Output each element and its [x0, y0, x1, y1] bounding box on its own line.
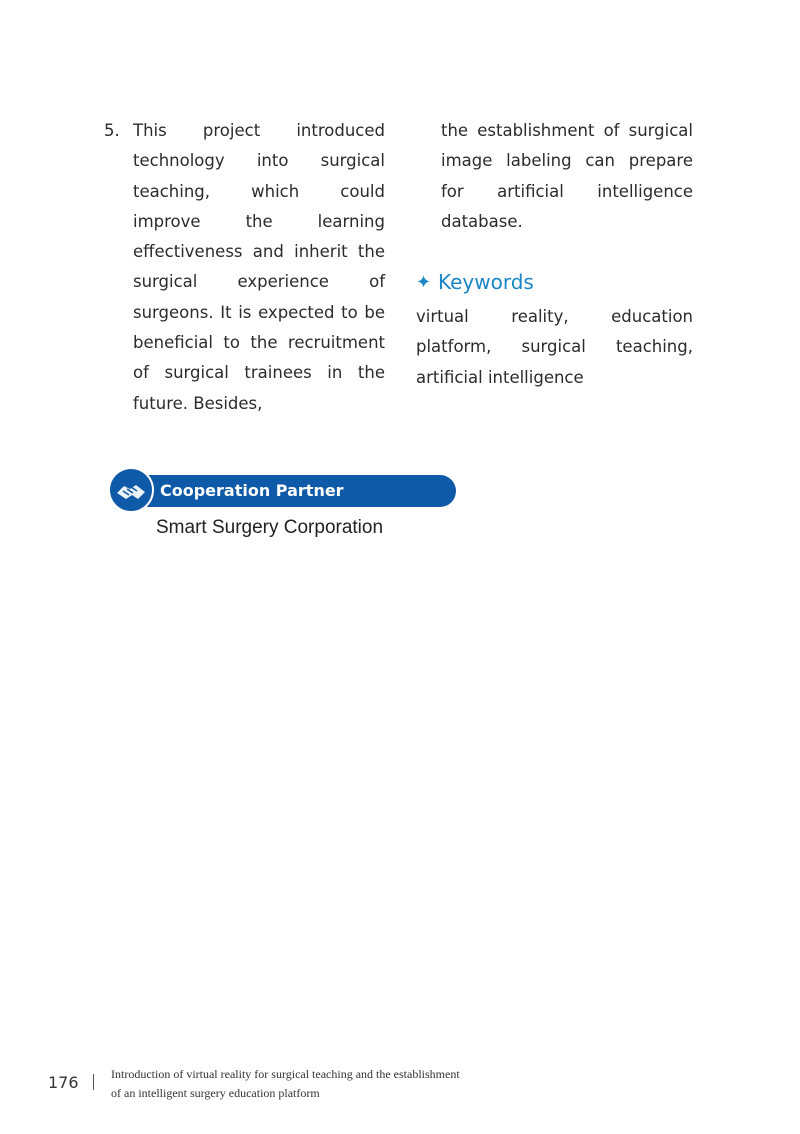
page-number: 176	[48, 1073, 79, 1092]
partner-name: Smart Surgery Corporation	[156, 517, 384, 538]
cooperation-partner-section	[108, 467, 408, 547]
list-item-5	[104, 116, 385, 419]
footer-divider	[93, 1074, 94, 1090]
item-text: This project introduced technology into surgical teaching, which could improve the learning effectiveness and inherit the surgical experience of surgeons. It is expected to be beneficial to the recruitment of surgical trainees in the future. Besides,	[133, 121, 385, 413]
keywords-heading	[416, 262, 693, 302]
running-title-line-2: of an intelligent surgery education platform	[111, 1086, 320, 1100]
running-title	[111, 1065, 531, 1103]
four-point-star-icon: ✦	[416, 271, 432, 293]
left-column	[104, 116, 385, 419]
handshake-icon	[108, 467, 154, 513]
page-footer	[0, 1060, 800, 1110]
cooperation-partner-badge: Cooperation Partner	[130, 475, 456, 507]
right-column	[416, 116, 693, 393]
keywords-heading-label: Keywords	[438, 270, 534, 295]
keywords-text: virtual reality, education platform, surgical teaching, artificial intelligence	[416, 307, 693, 387]
running-title-line-1: Introduction of virtual reality for surgical teaching and the establishment	[111, 1067, 460, 1081]
list-item-number: 5.	[104, 121, 120, 140]
item-text-continued: the establishment of surgical image labeling can prepare for artificial intelligence database.	[441, 121, 693, 231]
